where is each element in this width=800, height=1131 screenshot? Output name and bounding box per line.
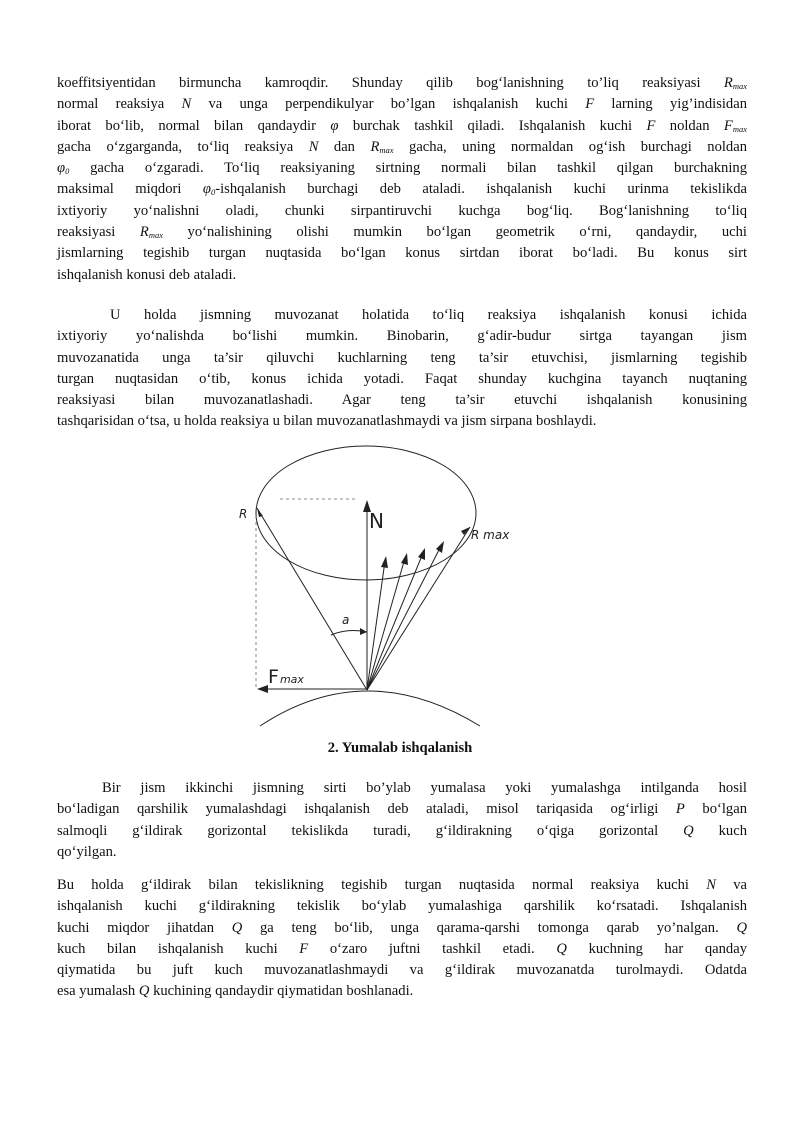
- text-line: $\varphi_0$ gacha o‘zgaradi. To‘liq reaksiyaning sirtning normali bilan tashkil qilgan burchakning: [57, 160, 747, 177]
- reaction-arrow-head: [436, 541, 444, 553]
- friction-cone-figure: [230, 436, 530, 731]
- text-line: kuchi miqdor jihatdan Q ga teng bo‘lib, unga qarama-qarshi tomonga qarab yo’nalgan. Q: [57, 919, 747, 936]
- reaction-arrow-head: [381, 556, 388, 568]
- r-arrow-head: [257, 508, 263, 517]
- text-line: U holda jismning muvozanat holatida to‘liq reaksiya ishqalanish konusi ichida: [110, 307, 747, 323]
- label-n: N: [369, 509, 384, 533]
- reaction-arrow: [367, 546, 441, 690]
- text-line: ixtiyoriy yo‘nalishni oladi, chunki sirpantiruvchi kuchga bog‘liq. Bog‘lanishning to‘liq: [57, 202, 747, 219]
- text-line: jismlarning tegishib turgan nuqtasida bo‘lgan konus sirtdan iborat bo‘ladi. Bu konus sirt: [57, 245, 747, 262]
- text-line: Bir jism ikkinchi jismning sirti bo’ylab yumalasa yoki yumalashga intilganda hosil: [102, 780, 747, 796]
- reaction-arrow: [367, 553, 423, 690]
- label-angle-a: a: [342, 613, 350, 627]
- text-line: ixtiyoriy yo‘nalishda bo‘lishi mumkin. Binobarin, g‘adir-budur sirtga tayangan jism: [57, 328, 747, 345]
- text-line: iborat bo‘lib, normal bilan qandaydir φ burchak tashkil qiladi. Ishqalanish kuchi F noldan $F_{max}$: [57, 117, 747, 134]
- label-rmax: R max: [471, 528, 510, 542]
- text-line: maksimal miqdori $\varphi_0$-ishqalanish burchagi deb ataladi. ishqalanish kuchi urinma tekislikda: [57, 181, 747, 198]
- text-line: bo‘ladigan qarshilik yumalashdagi ishqalanish deb ataladi, misol tariqasida og‘irligi P bo‘lgan: [57, 801, 747, 818]
- text-line: Bu holda g‘ildirak bilan tekislikning tegishib turgan nuqtasida normal reaksiya kuchi N va: [57, 877, 747, 893]
- paragraph-equilibrium: [57, 305, 747, 433]
- text-line: ishqalanish konusi deb ataladi.: [57, 266, 237, 283]
- text-line: ishqalanish kuchi g‘ildirakning tekislik bo‘ylab yumalashiga qarshilik ko‘rsatadi. Ishqalanish: [57, 898, 747, 915]
- text-line: qiymatida bu juft kuch muvozanatlashmaydi va g‘ildirak muvozanatda turolmaydi. Odatda: [57, 962, 747, 979]
- text-line: koeffitsiyentidan birmuncha kamroqdir. Shunday qilib bog‘lanishning to’liq reaksiyasi $R_{max}$: [57, 75, 747, 91]
- text-line: reaksiyasi bilan muvozanatlashadi. Agar teng ta’sir etuvchi ishqalanish konusining: [57, 392, 747, 409]
- ground-surface-arc: [260, 691, 480, 726]
- label-fmax: Fmax: [268, 666, 304, 688]
- text-line: normal reaksiya N va unga perpendikulyar bo’lgan ishqalanish kuchi F larning yig’indisidan: [57, 96, 747, 113]
- paragraph-friction-cone-intro: [57, 73, 747, 286]
- paragraph-rolling-wheel: [57, 875, 747, 1003]
- text-line: turgan nuqtasidan o‘tib, konus ichida yotadi. Faqat shunday kuchgina tayanch nuqtaning: [57, 370, 747, 387]
- fmax-arrow-head: [257, 685, 268, 693]
- text-line: tashqarisidan o‘tsa, u holda reaksiya u bilan muvozanatlashmaydi va jism sirpana boshlaydi.: [57, 413, 597, 430]
- cone-base-ellipse: [256, 446, 476, 580]
- reaction-arrow: [367, 558, 405, 690]
- reaction-arrow-head: [418, 548, 425, 560]
- cone-side-left: [257, 508, 367, 690]
- section-heading: 2. Yumalab ishqalanish: [327, 740, 473, 756]
- label-r: R: [239, 507, 248, 521]
- text-line: reaksiyasi $R_{max}$ yo‘nalishining olishi mumkin bo‘lgan geometrik o‘rni, qandaydir, uchi: [57, 224, 747, 241]
- text-line: gacha o‘zgarganda, to‘liq reaksiya N dan $R_{max}$ gacha, uning normaldan og‘ish burchagi noldan: [57, 138, 747, 155]
- text-line: esa yumalash Q kuchining qandaydir qiymatidan boshlanadi.: [57, 983, 414, 1000]
- text-line: salmoqli g‘ildirak gorizontal tekislikda turadi, g‘ildirakning o‘qiga gorizontal Q kuch: [57, 822, 747, 839]
- cone-side-right: [367, 527, 470, 690]
- paragraph-rolling-friction-def: [57, 778, 747, 863]
- text-line: muvozanatida unga ta’sir qiluvchi kuchlarning teng ta’sir etuvchisi, jismlarning tegishib: [57, 349, 747, 366]
- reaction-arrow-head: [401, 553, 408, 565]
- text-line: kuch bilan ishqalanish kuchi F o‘zaro juftni tashkil etadi. Q kuchning har qanday: [57, 940, 747, 957]
- angle-arc-arrow: [360, 628, 367, 635]
- text-line: qo‘yilgan.: [57, 843, 117, 860]
